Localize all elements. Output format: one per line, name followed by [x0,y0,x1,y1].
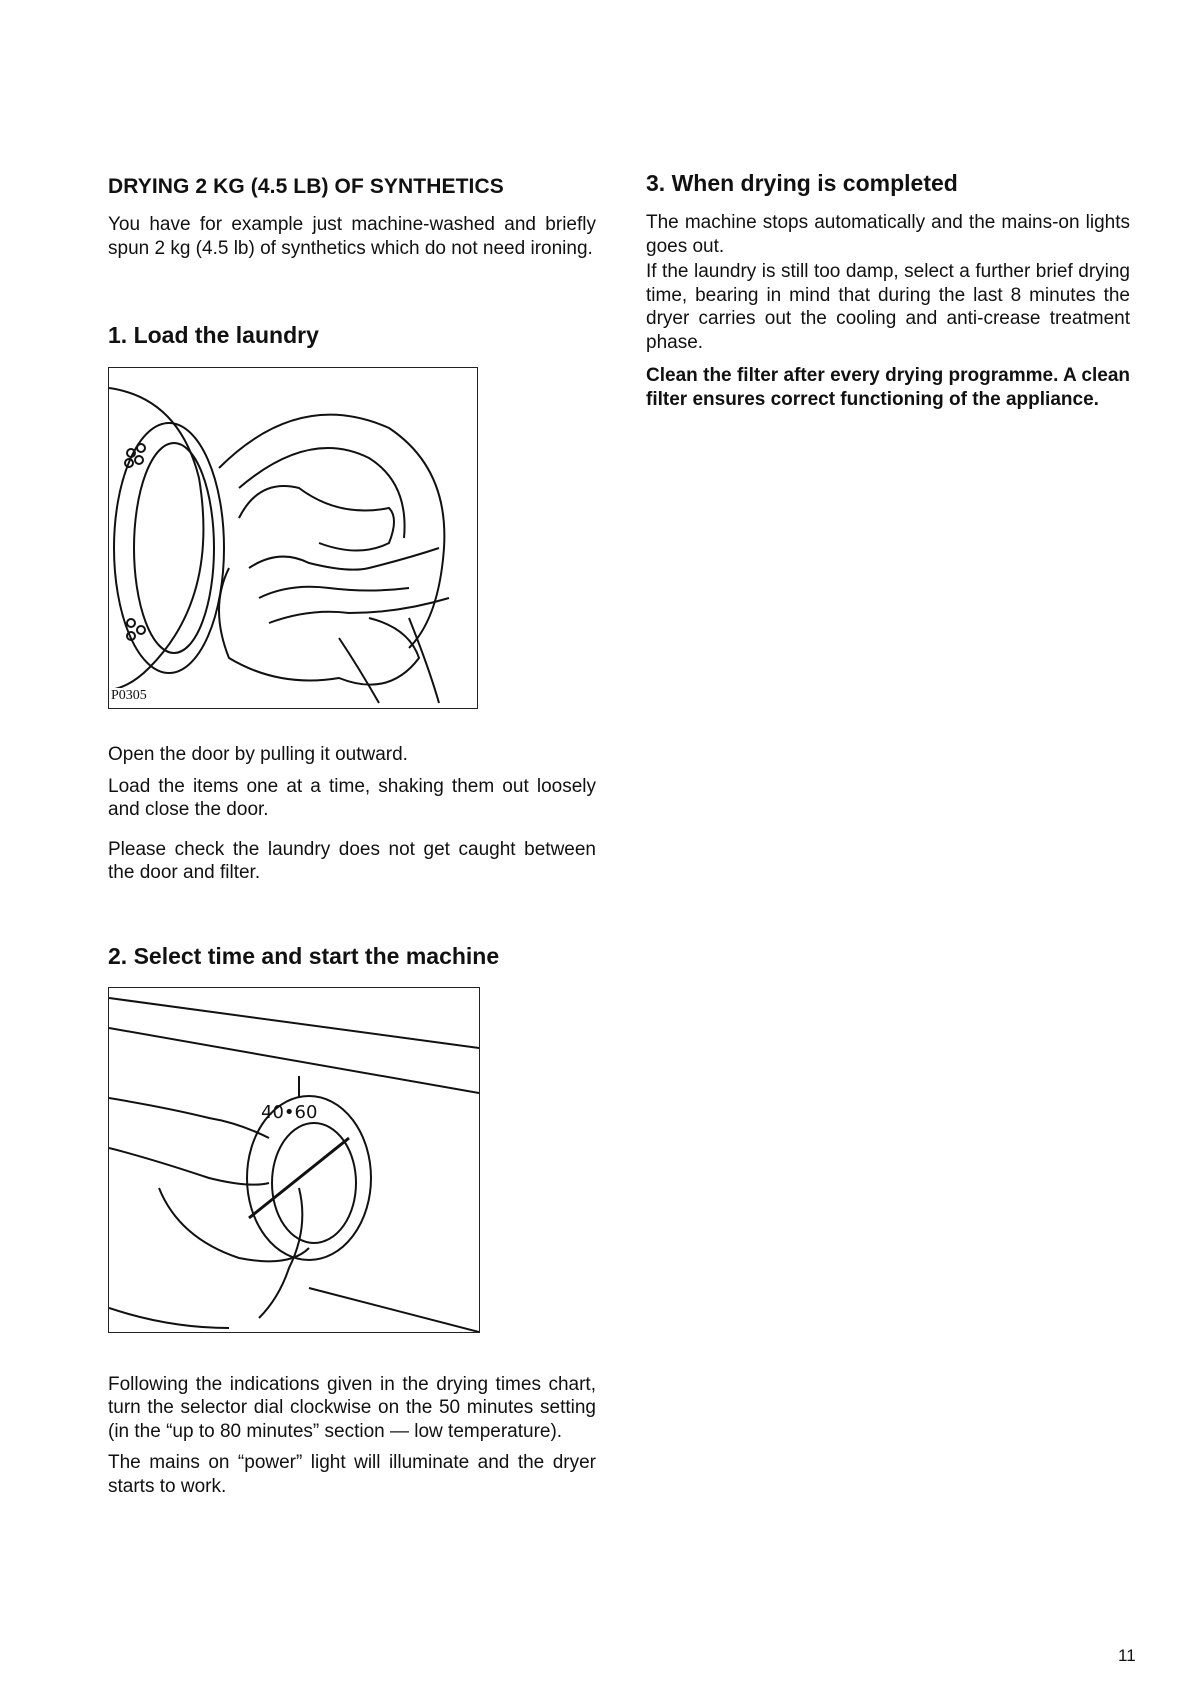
page-number: 11 [1118,1646,1136,1665]
filter-note [646,364,1130,411]
select-time-drawing [109,988,479,1332]
load-laundry-drawing [109,368,477,708]
step3-paragraph-2: If the laundry is still too damp, select a further brief drying time, bearing in mind that during the last 8 minutes the dryer carries out the cooling and anti-crease treatment phase. [646,261,1130,353]
step1-paragraph-2: Load the items one at a time, shaking them out loosely and close the door. [108,775,596,820]
step1-text [108,743,596,885]
step2-text [108,1373,596,1499]
load-laundry-illustration [108,367,478,709]
step2-paragraph-2: The mains on “power” light will illuminate and the dryer starts to work. [108,1452,596,1497]
step2-paragraph-1: Following the indications given in the drying times chart, turn the selector dial clockwise on the 50 minutes setting (in the “up to 80 minutes” section — low temperature). [108,1373,596,1442]
step1-title: 1. Load the laundry [108,322,319,348]
step1-paragraph-3: Please check the laundry does not get caught between the door and filter. [108,838,596,883]
section-heading: DRYING 2 KG (4.5 LB) OF SYNTHETICS [108,175,504,198]
filter-note-text: Clean the filter after every drying programme. A clean filter ensures correct functioning of the appliance. [646,365,1130,410]
figure-code: P0305 [111,688,147,703]
intro-paragraph: You have for example just machine-washed and briefly spun 2 kg (4.5 lb) of synthetics which do not need ironing. [108,214,596,259]
step1-paragraph-1: Open the door by pulling it outward. [108,744,408,765]
left-column [108,170,596,1498]
right-column [646,170,1130,411]
dial-text: 40•60 [261,1101,318,1123]
select-time-illustration [108,987,480,1333]
step2-title: 2. Select time and start the machine [108,942,500,969]
step3-paragraph-1: The machine stops automatically and the mains-on lights goes out. [646,212,1130,257]
step3-title: 3. When drying is completed [646,170,958,196]
